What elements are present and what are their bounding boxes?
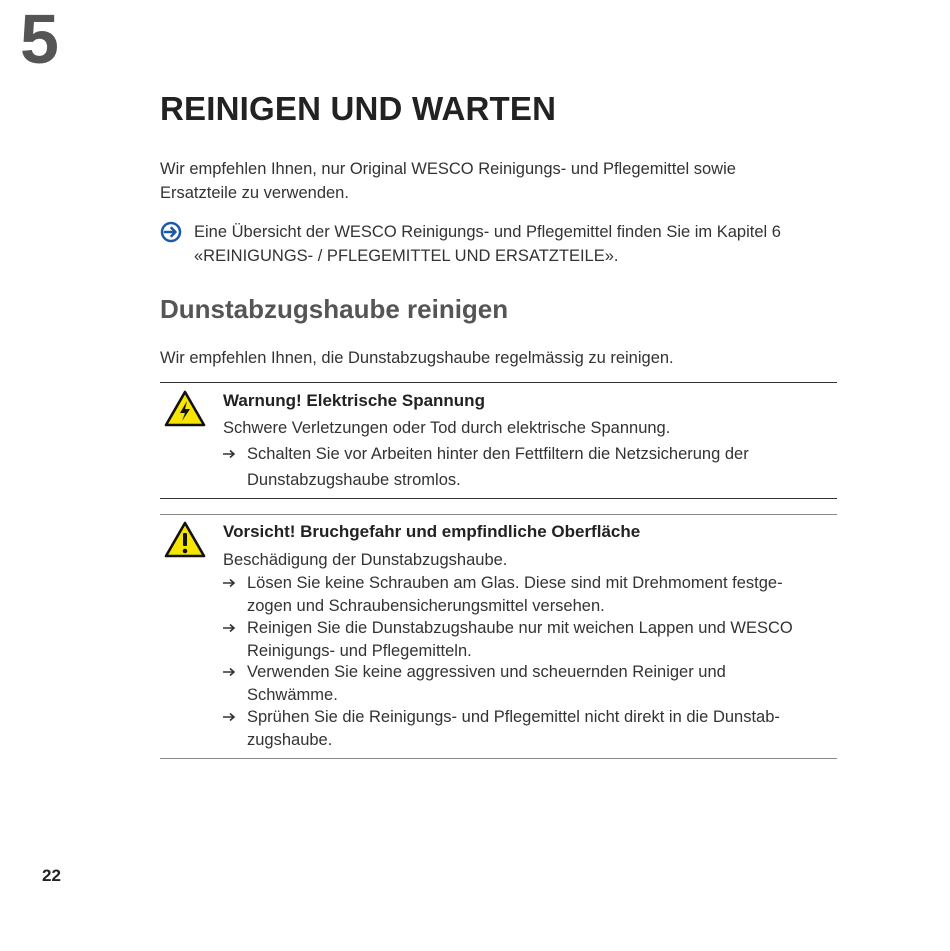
caution-bullet-4-line-1: Sprühen Sie die Reinigungs- und Pflegemittel nicht direkt in die Dunstab-: [247, 708, 780, 726]
caution-bullet-1-line-1: Lösen Sie keine Schrauben am Glas. Diese sind mit Drehmoment festge-: [247, 574, 783, 592]
arrow-right-icon: [223, 712, 237, 722]
caution-title: Vorsicht! Bruchgefahr und empfindliche Oberfläche: [223, 522, 641, 541]
warning-text: Schwere Verletzungen oder Tod durch elektrische Spannung.: [223, 419, 671, 437]
page-number: 22: [42, 866, 61, 885]
caution-bullet-text: [247, 661, 841, 706]
warning-bullet-text: [247, 443, 841, 491]
caution-bullet-text: [247, 706, 841, 751]
warning-bottom-rule: [160, 498, 837, 499]
page-title: REINIGEN UND WARTEN: [160, 90, 557, 127]
reference-note-line-1: Eine Übersicht der WESCO Reinigungs- und Pflegemittel finden Sie im Kapitel 6: [194, 223, 781, 241]
caution-bullet-2-line-1: Reinigen Sie die Dunstabzugshaube nur mit weichen Lappen und WESCO: [247, 619, 793, 637]
caution-bullet-3-line-2: Schwämme.: [247, 685, 338, 704]
caution-bullet-text: [247, 617, 841, 662]
arrow-right-icon: [223, 449, 237, 459]
arrow-right-icon: [223, 667, 237, 677]
electric-hazard-icon: [163, 389, 207, 429]
caution-top-rule: [160, 514, 837, 515]
caution-bullet-text: [247, 572, 841, 617]
caution-bullet-1-line-2: zogen und Schraubensicherungsmittel versehen.: [247, 596, 605, 615]
caution-bullet-2-line-2: Reinigungs- und Pflegemitteln.: [247, 641, 472, 660]
chapter-number: 5: [20, 0, 59, 78]
warning-title: Warnung! Elektrische Spannung: [223, 391, 485, 410]
caution-text: Beschädigung der Dunstabzugshaube.: [223, 551, 508, 569]
intro-paragraph: Wir empfehlen Ihnen, nur Original WESCO Reinigungs- und Pflegemittel sowie Ersatzteile zu verwenden.: [160, 160, 736, 202]
warning-top-rule: [160, 382, 837, 383]
exclamation-warning-icon: [163, 520, 207, 560]
caution-bottom-rule: [160, 758, 837, 759]
arrow-right-icon: [223, 623, 237, 633]
caution-bullet-4-line-2: zugshaube.: [247, 730, 333, 749]
arrow-circle-icon: [160, 221, 182, 243]
warning-bullet-line-1: Schalten Sie vor Arbeiten hinter den Fettfiltern die Netzsicherung der: [247, 445, 749, 463]
caution-bullet-3-line-1: Verwenden Sie keine aggressiven und scheuernden Reiniger und: [247, 663, 726, 681]
reference-note-text: [194, 220, 844, 268]
section-intro: Wir empfehlen Ihnen, die Dunstabzugshaube regelmässig zu reinigen.: [160, 349, 674, 367]
reference-note-line-2: «REINIGUNGS- / PFLEGEMITTEL UND ERSATZTEILE».: [194, 247, 619, 265]
arrow-right-icon: [223, 578, 237, 588]
warning-bullet-line-2: Dunstabzugshaube stromlos.: [247, 470, 461, 489]
section-title: Dunstabzugshaube reinigen: [160, 294, 509, 324]
